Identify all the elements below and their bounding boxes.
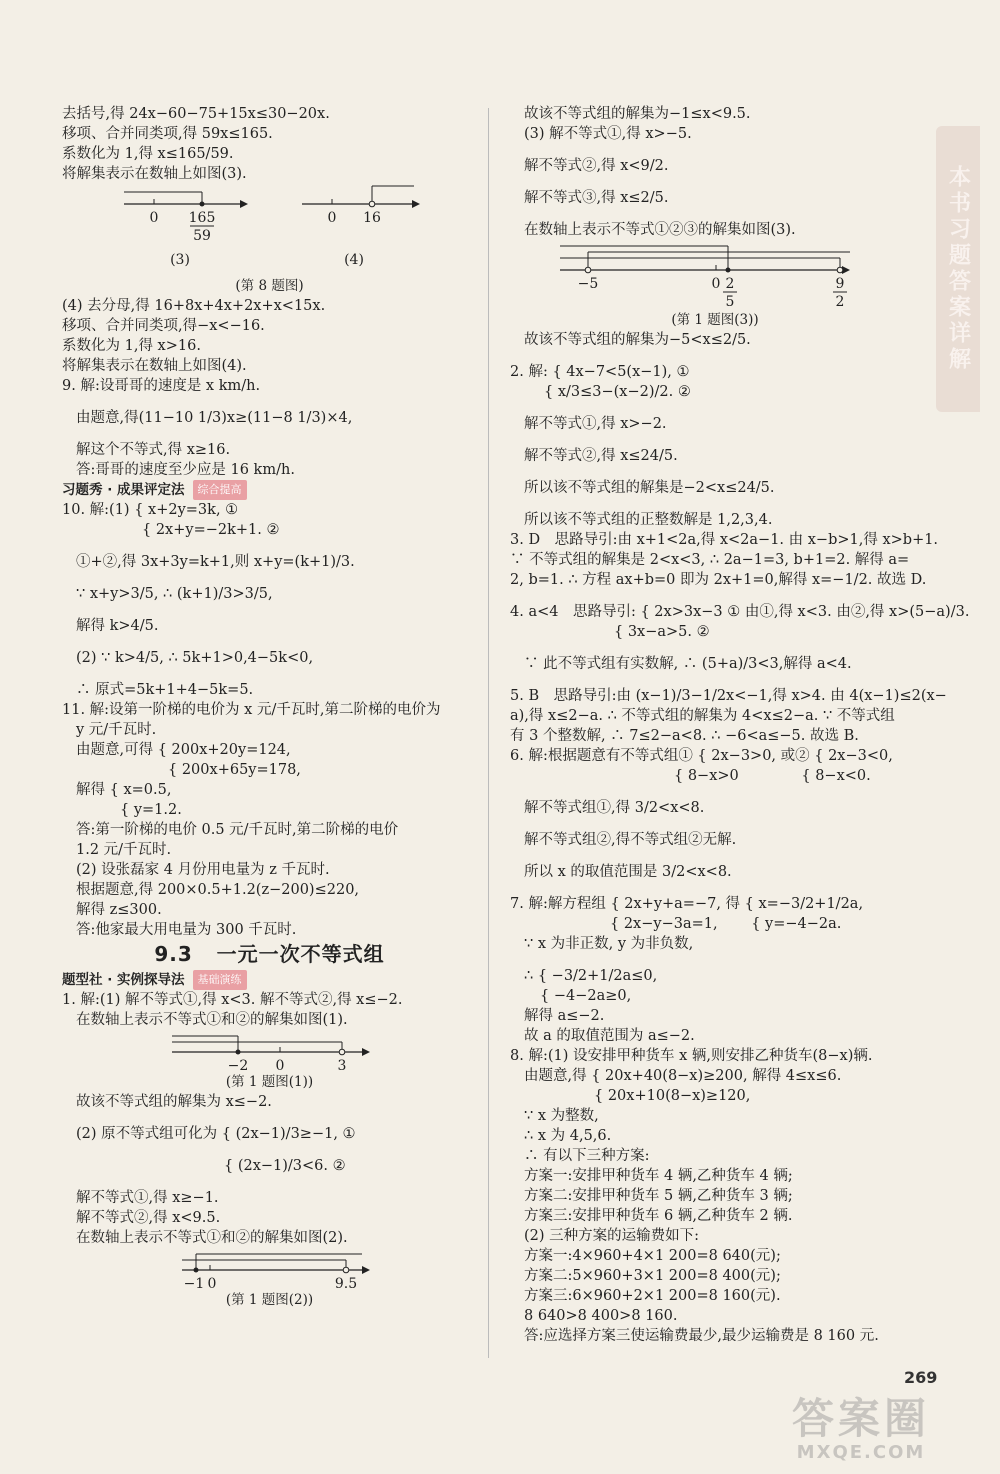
figure-caption: (第 1 题图(3)) xyxy=(671,312,759,328)
number-line-figure-1-2 xyxy=(62,1248,462,1290)
fig2-zero: 0 xyxy=(207,1276,217,1290)
text-line: 解这个不等式,得 x≥16. xyxy=(76,442,231,458)
text-line: 将解集表示在数轴上如图(4). xyxy=(62,358,247,374)
text-line: 所以 x 的取值范围是 3/2<x<8. xyxy=(524,864,732,880)
text-line: 所以该不等式组的解集是−2<x≤24/5. xyxy=(524,480,775,496)
text-line: 5. B 思路导引:由 (x−1)/3−1/2x<−1,得 x>4. 由 4(x−1)≤2(x− xyxy=(510,688,947,704)
fig1-minus-two: −2 xyxy=(227,1058,249,1072)
text-line: 解不等式组①,得 3/2<x<8. xyxy=(524,800,705,816)
text-line: 在数轴上表示不等式①②③的解集如图(3). xyxy=(524,222,796,238)
text-line: 解不等式②,得 x≤24/5. xyxy=(524,448,678,464)
text-line: 在数轴上表示不等式①和②的解集如图(2). xyxy=(76,1230,348,1246)
text-line: 6. 解:根据题意有不等式组① { 2x−3>0, 或② { 2x−3<0, xyxy=(510,748,893,764)
text-line: 去括号,得 24x−60−75+15x≤30−20x. xyxy=(62,106,330,122)
text-line: 11. 解:设第一阶梯的电价为 x 元/千瓦时,第二阶梯的电价为 xyxy=(62,702,441,718)
text-line: 方案二:安排甲种货车 5 辆,乙种货车 3 辆; xyxy=(524,1188,793,1204)
text-line: { 2x−y−3a=1, { y=−4−2a. xyxy=(610,916,842,932)
text-line: 4. a<4 思路导引: { 2x>3x−3 ① 由①,得 x<3. 由②,得 x>(5−a)/3. xyxy=(510,604,970,620)
side-tab-label: 本书习题答案详解 xyxy=(945,165,971,373)
text-line: 解得 z≤300. xyxy=(76,902,162,918)
text-line: ∴ 有以下三种方案: xyxy=(524,1148,650,1164)
chapter-title: 一元一次不等式组 xyxy=(216,942,385,966)
watermark-main: 答案圈 xyxy=(792,1394,931,1443)
section-heading xyxy=(62,480,477,500)
text-line: 8. 解:(1) 设安排甲种货车 x 辆,则安排乙种货车(8−x)辆. xyxy=(510,1048,873,1064)
fig2-nine-point-five: 9.5 xyxy=(334,1276,358,1290)
text-line: (2) 原不等式组可化为 { (2x−1)/3≥−1, ① xyxy=(76,1126,356,1142)
text-line: 故该不等式组的解集为−1≤x<9.5. xyxy=(524,106,751,122)
text-line: 解得 k>4/5. xyxy=(76,618,159,634)
text-line: (4) 去分母,得 16+8x+4x+2x+x<15x. xyxy=(62,298,326,314)
text-line: 移项、合并同类项,得−x<−16. xyxy=(62,318,265,334)
text-line: 解不等式①,得 x≥−1. xyxy=(76,1190,219,1206)
text-line: { 3x−a>5. ② xyxy=(614,624,710,640)
text-line: { −4−2a≥0, xyxy=(540,988,632,1004)
fig2-minus-one: −1 xyxy=(183,1276,205,1290)
text-line: 由题意,得 { 20x+40(8−x)≥200, 解得 4≤x≤6. xyxy=(524,1068,842,1084)
text-line: 1. 解:(1) 解不等式①,得 x<3. 解不等式②,得 x≤−2. xyxy=(62,992,403,1008)
fig-two-fifths-den: 5 xyxy=(725,294,735,310)
text-line: { x/3≤3−(x−2)/2. ② xyxy=(544,384,691,400)
fig3-label: (3) xyxy=(170,252,190,268)
fig3-frac-num: 165 xyxy=(188,210,216,226)
text-line: ∴ 原式=5k+1+4−5k=5. xyxy=(76,682,254,698)
text-line: 方案二:5×960+3×1 200=8 400(元); xyxy=(524,1268,781,1284)
text-line: 方案三:安排甲种货车 6 辆,乙种货车 2 辆. xyxy=(524,1208,793,1224)
text-line: ∵ x 为整数, xyxy=(524,1108,599,1124)
text-line: 故该不等式组的解集为 x≤−2. xyxy=(76,1094,272,1110)
text-line: { 200x+65y=178, xyxy=(168,762,301,778)
figure-caption: (第 1 题图(1)) xyxy=(225,1074,314,1090)
text-line: 10. 解:(1) { x+2y=3k, ① xyxy=(62,502,239,518)
text-line: 2, b=1. ∴ 方程 ax+b=0 即为 2x+1=0,解得 x=−1/2. 故选 D. xyxy=(510,572,927,588)
text-line: 方案一:安排甲种货车 4 辆,乙种货车 4 辆; xyxy=(524,1168,793,1184)
text-line: 解不等式组②,得不等式组②无解. xyxy=(524,832,737,848)
text-line: 故 a 的取值范围为 a≤−2. xyxy=(524,1028,695,1044)
text-line: 8 640>8 400>8 160. xyxy=(524,1308,678,1324)
text-line: 由题意,可得 { 200x+20y=124, xyxy=(76,742,291,758)
text-line: 答:第一阶梯的电价 0.5 元/千瓦时,第二阶梯的电价 xyxy=(76,822,399,838)
text-line: ①+②,得 3x+3y=k+1,则 x+y=(k+1)/3. xyxy=(76,554,355,570)
text-line: 9. 解:设哥哥的速度是 x km/h. xyxy=(62,378,261,394)
section-label: 题型社 · 实例探导法 xyxy=(62,972,185,988)
section-tag: 基础演练 xyxy=(193,970,247,990)
text-line: 在数轴上表示不等式①和②的解集如图(1). xyxy=(76,1012,348,1028)
text-line: { y=1.2. xyxy=(120,802,182,818)
watermark-sub: MXQE.COM xyxy=(796,1442,926,1463)
section-tag: 综合提高 xyxy=(193,480,247,500)
text-line: 7. 解:解方程组 { 2x+y+a=−7, 得 { x=−3/2+1/2a, xyxy=(510,896,864,912)
text-line: 答:哥哥的速度至少应是 16 km/h. xyxy=(76,462,295,478)
text-line: ∵ 不等式组的解集是 2<x<3, ∴ 2a−1=3, b+1=2. 解得 a= xyxy=(510,552,910,568)
text-line: 解不等式②,得 x<9.5. xyxy=(76,1210,221,1226)
text-line: 解不等式②,得 x<9/2. xyxy=(524,158,669,174)
text-line: { 8−x>0 { 8−x<0. xyxy=(674,768,871,784)
section-side-tab xyxy=(936,126,980,412)
text-line: 解不等式①,得 x>−2. xyxy=(524,416,667,432)
text-line: 有 3 个整数解, ∴ 7≤2−a<8. ∴ −6<a≤−5. 故选 B. xyxy=(510,728,859,744)
text-line: ∴ x 为 4,5,6. xyxy=(524,1128,612,1144)
text-line: 移项、合并同类项,得 59x≤165. xyxy=(62,126,273,142)
text-line: (2) 三种方案的运输费如下: xyxy=(524,1228,700,1244)
text-line: (2) 设张磊家 4 月份用电量为 z 千瓦时. xyxy=(76,862,330,878)
section-label: 习题秀 · 成果评定法 xyxy=(62,482,185,498)
fig-nine-halves-num: 9 xyxy=(835,276,845,292)
text-line: { 20x+10(8−x)≥120, xyxy=(594,1088,751,1104)
number-line-figure-8 xyxy=(62,184,462,276)
text-line: 由题意,得(11−10 1/3)x≥(11−8 1/3)×4, xyxy=(76,410,353,426)
chapter-heading xyxy=(62,944,477,964)
text-line: 系数化为 1,得 x>16. xyxy=(62,338,201,354)
fig-zero: 0 xyxy=(711,276,721,292)
page-number: 269 xyxy=(904,1368,938,1387)
text-line: ∵ x+y>3/5, ∴ (k+1)/3>3/5, xyxy=(76,586,273,602)
fig3-zero: 0 xyxy=(149,210,159,226)
text-line: (2) ∵ k>4/5, ∴ 5k+1>0,4−5k<0, xyxy=(76,650,314,666)
figure-caption: (第 8 题图) xyxy=(235,278,304,294)
text-line: 1.2 元/千瓦时. xyxy=(76,842,172,858)
fig-two-fifths-num: 2 xyxy=(725,276,735,292)
text-line: ∵ x 为非正数, y 为非负数, xyxy=(524,936,694,952)
text-line: ∴ { −3/2+1/2a≤0, xyxy=(524,968,658,984)
text-line: { (2x−1)/3<6. ② xyxy=(224,1158,346,1174)
text-line: 答:应选择方案三使运输费最少,最少运输费是 8 160 元. xyxy=(524,1328,879,1344)
number-line-figure-1-3 xyxy=(510,240,910,310)
figure-caption: (第 1 题图(2)) xyxy=(225,1292,314,1308)
text-line: 根据题意,得 200×0.5+1.2(z−200)≤220, xyxy=(76,882,360,898)
fig3-frac-den: 59 xyxy=(193,228,211,244)
text-line: 将解集表示在数轴上如图(3). xyxy=(62,166,247,182)
text-line: 解不等式③,得 x≤2/5. xyxy=(524,190,669,206)
text-line: y 元/千瓦时. xyxy=(76,722,157,738)
fig4-label: (4) xyxy=(344,252,364,268)
watermark-logo xyxy=(792,1386,930,1463)
fig-minus-five: −5 xyxy=(577,276,599,292)
text-line: 解得 a≤−2. xyxy=(524,1008,605,1024)
fig4-zero: 0 xyxy=(327,210,337,226)
fig-nine-halves-den: 2 xyxy=(835,294,845,310)
text-line: 解得 { x=0.5, xyxy=(76,782,172,798)
fig4-value: 16 xyxy=(363,210,381,226)
text-line: ∵ 此不等式组有实数解, ∴ (5+a)/3<3,解得 a<4. xyxy=(524,656,852,672)
text-line: 方案一:4×960+4×1 200=8 640(元); xyxy=(524,1248,781,1264)
text-line: (3) 解不等式①,得 x>−5. xyxy=(524,126,692,142)
left-column xyxy=(62,104,477,1310)
section-heading xyxy=(62,970,477,990)
chapter-number: 9.3 xyxy=(154,942,193,966)
text-line: 3. D 思路导引:由 x+1<2a,得 x<2a−1. 由 x−b>1,得 x>b+1. xyxy=(510,532,939,548)
text-line: 故该不等式组的解集为−5<x≤2/5. xyxy=(524,332,751,348)
text-line: 方案三:6×960+2×1 200=8 160(元). xyxy=(524,1288,781,1304)
text-line: { 2x+y=−2k+1. ② xyxy=(142,522,280,538)
text-line: 系数化为 1,得 x≤165/59. xyxy=(62,146,234,162)
text-line: 2. 解: { 4x−7<5(x−1), ① xyxy=(510,364,690,380)
text-line: a),得 x≤2−a. ∴ 不等式组的解集为 4<x≤2−a. ∵ 不等式组 xyxy=(510,708,895,724)
fig1-zero: 0 xyxy=(275,1058,285,1072)
fig1-three: 3 xyxy=(337,1058,347,1072)
number-line-figure-1-1 xyxy=(62,1030,462,1072)
column-divider xyxy=(488,108,489,1358)
text-line: 答:他家最大用电量为 300 千瓦时. xyxy=(76,922,297,938)
text-line: 所以该不等式组的正整数解是 1,2,3,4. xyxy=(524,512,773,528)
